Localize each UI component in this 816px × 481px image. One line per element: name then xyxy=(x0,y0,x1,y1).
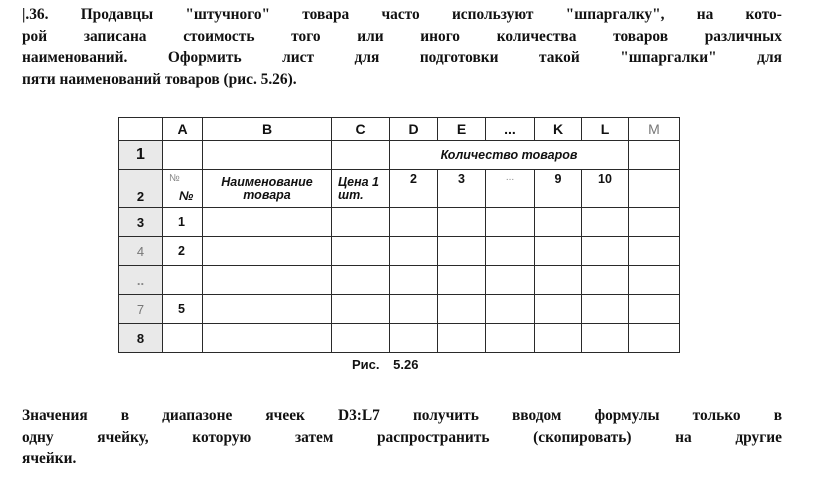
task-word: иного xyxy=(420,27,460,45)
task-line xyxy=(22,4,782,26)
task-word: лист xyxy=(282,49,315,66)
column-header-dots: ... xyxy=(486,118,535,141)
price-header-cell: Цена 1 шт. xyxy=(332,170,390,208)
task-word: различных xyxy=(704,27,782,45)
row-1 xyxy=(119,141,680,170)
row-header: 2 xyxy=(119,170,163,208)
task-word: Продавцы xyxy=(80,6,154,23)
task-word: товаров xyxy=(613,27,668,45)
task-word: на xyxy=(696,6,714,23)
cell-b1 xyxy=(203,141,332,170)
note-word: формулы xyxy=(594,407,660,424)
task-word: товара xyxy=(302,6,350,23)
number-header-top: № xyxy=(169,173,180,184)
name-header-cell: Наименование товара xyxy=(203,170,332,208)
note-text xyxy=(22,405,782,470)
task-text xyxy=(22,4,782,90)
task-word: подготовки xyxy=(419,49,499,66)
column-header-k: K xyxy=(535,118,582,141)
column-header-c: C xyxy=(332,118,390,141)
note-line xyxy=(22,448,782,470)
row-header: .. xyxy=(119,266,163,295)
note-word: только xyxy=(692,407,741,424)
row-7 xyxy=(119,295,680,324)
cell-c1 xyxy=(332,141,390,170)
task-line xyxy=(22,47,782,69)
qty-header-dots: ... xyxy=(486,170,535,208)
task-word: такой xyxy=(539,49,580,66)
task-word: количества xyxy=(496,27,577,45)
cell-a8 xyxy=(163,324,203,353)
qty-header-k: 9 xyxy=(535,170,582,208)
task-word: кото- xyxy=(745,6,782,23)
note-word: ячейки. xyxy=(22,450,77,467)
note-word: распространить xyxy=(376,428,490,446)
task-word: "шпаргалки" xyxy=(620,49,717,66)
quantity-header-merged: Количество товаров xyxy=(390,141,629,170)
note-word: в xyxy=(120,407,130,424)
number-header-cell xyxy=(163,170,203,208)
column-header-b: B xyxy=(203,118,332,141)
note-word: вводом xyxy=(511,407,562,424)
note-word: D3:L7 xyxy=(337,407,380,424)
task-word: записана xyxy=(83,27,147,45)
note-word: одну xyxy=(22,428,54,446)
column-header-e: E xyxy=(438,118,486,141)
row-3 xyxy=(119,208,680,237)
note-word: диапазоне xyxy=(162,407,233,424)
note-line xyxy=(22,405,782,427)
note-word: (скопировать) xyxy=(533,428,632,446)
figure-caption: Рис. 5.26 xyxy=(352,357,419,372)
task-word: для xyxy=(757,49,782,66)
note-word: в xyxy=(773,407,782,424)
task-word: пяти наименований товаров (рис. 5.26). xyxy=(22,70,297,88)
row-8 xyxy=(119,324,680,353)
task-word: Оформить xyxy=(167,49,242,66)
qty-header-e: 3 xyxy=(438,170,486,208)
task-word: стоимость xyxy=(183,27,255,45)
cell-a7: 5 xyxy=(163,295,203,324)
task-line xyxy=(22,69,782,91)
note-word: получить xyxy=(412,407,479,424)
cell-a4: 2 xyxy=(163,237,203,266)
note-word: на xyxy=(675,428,692,446)
column-header-a: A xyxy=(163,118,203,141)
column-header-m: M xyxy=(629,118,680,141)
note-word: которую xyxy=(192,428,252,446)
note-line xyxy=(22,427,782,449)
row-4 xyxy=(119,237,680,266)
cell-a1 xyxy=(163,141,203,170)
row-header: 7 xyxy=(119,295,163,324)
row-header: 1 xyxy=(119,141,163,170)
task-word: для xyxy=(354,49,380,66)
cell-a-gap xyxy=(163,266,203,295)
column-header-d: D xyxy=(390,118,438,141)
row-2 xyxy=(119,170,680,208)
column-header-row xyxy=(119,118,680,141)
cell-a3: 1 xyxy=(163,208,203,237)
spreadsheet-figure xyxy=(118,117,680,353)
note-word: другие xyxy=(735,428,782,446)
task-word: наименований. xyxy=(22,49,128,66)
row-header: 4 xyxy=(119,237,163,266)
note-word: ячейку, xyxy=(97,428,149,446)
task-word: рой xyxy=(22,27,48,45)
qty-header-l: 10 xyxy=(582,170,629,208)
task-word: "шпаргалку", xyxy=(565,6,665,23)
task-word: используют xyxy=(451,6,534,23)
task-word: того xyxy=(291,27,321,45)
cell-m2 xyxy=(629,170,680,208)
note-word: Значения xyxy=(22,407,88,424)
row-gap xyxy=(119,266,680,295)
task-word: "штучного" xyxy=(185,6,271,23)
corner-cell xyxy=(119,118,163,141)
cell-m1 xyxy=(629,141,680,170)
row-header: 8 xyxy=(119,324,163,353)
row-header: 3 xyxy=(119,208,163,237)
qty-header-d: 2 xyxy=(390,170,438,208)
task-word: или xyxy=(357,27,384,45)
note-word: затем xyxy=(294,428,334,446)
note-word: ячеек xyxy=(265,407,305,424)
task-line xyxy=(22,26,782,48)
task-word: |.36. xyxy=(22,6,49,23)
task-word: часто xyxy=(381,6,420,23)
column-header-l: L xyxy=(582,118,629,141)
number-header-bottom: № xyxy=(179,189,194,203)
